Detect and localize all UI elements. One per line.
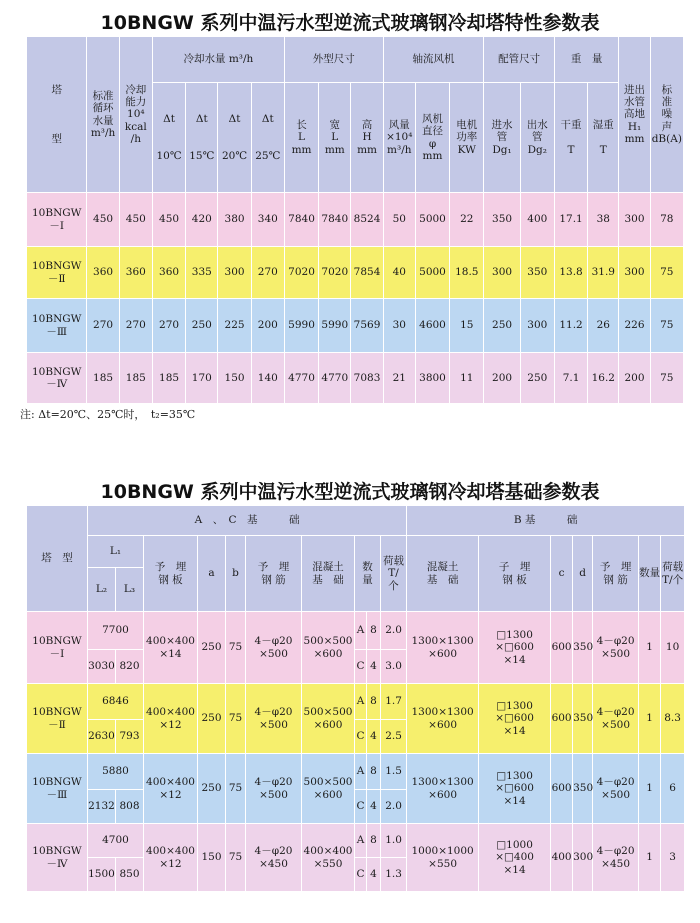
- value-cell: 75: [226, 824, 246, 892]
- value-cell: 250: [520, 353, 554, 404]
- l3-cell: 793: [116, 720, 144, 754]
- l3-cell: 820: [116, 650, 144, 684]
- value-cell: 13.8: [554, 247, 587, 299]
- value-cell: 270: [87, 299, 119, 353]
- load-cell: 1.5: [381, 754, 407, 790]
- l2-cell: 2132: [88, 790, 116, 824]
- value-cell: 40: [383, 247, 415, 299]
- plate-cell: 400×400 ×12: [144, 684, 198, 754]
- value-cell: 10: [661, 612, 685, 684]
- table-row: [27, 612, 685, 650]
- model-header: 塔 型: [27, 506, 88, 612]
- table-row: [27, 299, 684, 353]
- value-cell: 170: [186, 353, 218, 404]
- value-cell: 420: [186, 193, 218, 247]
- value-cell: 75: [226, 612, 246, 684]
- value-cell: 3: [661, 824, 685, 892]
- plate-header: 予 埋 钢 板: [144, 536, 198, 612]
- b-bar-cell: 4－φ20 ×500: [593, 612, 639, 684]
- dry-weight-header: 干重 T: [554, 83, 587, 193]
- c-header: c: [551, 536, 573, 612]
- b-bar-header: 予 埋 钢 筋: [593, 536, 639, 612]
- value-cell: 270: [152, 299, 185, 353]
- dimension-header: 外型尺寸: [284, 37, 383, 83]
- value-cell: 250: [186, 299, 218, 353]
- load-cell: 3.0: [381, 650, 407, 684]
- value-cell: 250: [198, 754, 226, 824]
- inlet-pipe-header: 进水 管 Dg₁: [484, 83, 520, 193]
- value-cell: 226: [619, 299, 650, 353]
- value-cell: 360: [119, 247, 152, 299]
- value-cell: 225: [218, 299, 251, 353]
- value-cell: 300: [484, 247, 520, 299]
- value-cell: 11.2: [554, 299, 587, 353]
- value-cell: 250: [198, 684, 226, 754]
- value-cell: 300: [619, 247, 650, 299]
- l1-cell: 4700: [88, 824, 144, 858]
- bar-cell: 4－φ20 ×450: [246, 824, 302, 892]
- b-load-header: 荷载 T/个: [661, 536, 685, 612]
- concrete-cell: 400×400 ×550: [302, 824, 355, 892]
- load-header: 荷载 T/ 个: [381, 536, 407, 612]
- value-cell: 17.1: [554, 193, 587, 247]
- plate-cell: 400×400 ×12: [144, 824, 198, 892]
- b-plate-cell: □1300 ×□600 ×14: [479, 684, 551, 754]
- table-row: [27, 247, 684, 299]
- value-cell: 350: [573, 684, 593, 754]
- value-cell: 150: [218, 353, 251, 404]
- ac-foundation-header: A 、 C 基 础: [88, 506, 407, 536]
- b-concrete-cell: 1300×1300 ×600: [407, 754, 479, 824]
- value-cell: 18.5: [450, 247, 484, 299]
- plate-cell: 400×400 ×14: [144, 612, 198, 684]
- value-cell: 250: [484, 299, 520, 353]
- value-cell: 200: [251, 299, 284, 353]
- load-cell: 2.5: [381, 720, 407, 754]
- value-cell: 5000: [415, 247, 449, 299]
- value-cell: 30: [383, 299, 415, 353]
- b-concrete-header: 混凝土 基 础: [407, 536, 479, 612]
- model-cell: 10BNGW －Ⅲ: [27, 299, 87, 353]
- value-cell: 1: [639, 612, 661, 684]
- value-cell: 16.2: [588, 353, 619, 404]
- fan-diameter-header: 风机 直径 φ mm: [415, 83, 449, 193]
- type-cell: C: [355, 720, 367, 754]
- concrete-cell: 500×500 ×600: [302, 754, 355, 824]
- value-cell: 8524: [351, 193, 383, 247]
- l1-cell: 6846: [88, 684, 144, 720]
- value-cell: 7020: [284, 247, 318, 299]
- qty-header: 数 量: [355, 536, 381, 612]
- b-bar-cell: 4－φ20 ×450: [593, 824, 639, 892]
- value-cell: 300: [218, 247, 251, 299]
- d-header: d: [573, 536, 593, 612]
- qty-cell: 4: [367, 720, 381, 754]
- b-bar-cell: 4－φ20 ×500: [593, 684, 639, 754]
- load-cell: 1.0: [381, 824, 407, 858]
- dt10-header: Δt 10℃: [152, 83, 185, 193]
- table2-title: 10BNGW 系列中温污水型逆流式玻璃钢冷却塔基础参数表: [100, 481, 600, 503]
- motor-power-header: 电机 功率 KW: [450, 83, 484, 193]
- value-cell: 75: [650, 299, 683, 353]
- value-cell: 31.9: [588, 247, 619, 299]
- value-cell: 7854: [351, 247, 383, 299]
- value-cell: 300: [573, 824, 593, 892]
- value-cell: 380: [218, 193, 251, 247]
- value-cell: 4770: [284, 353, 318, 404]
- value-cell: 4600: [415, 299, 449, 353]
- load-cell: 2.0: [381, 612, 407, 650]
- value-cell: 600: [551, 754, 573, 824]
- value-cell: 7.1: [554, 353, 587, 404]
- value-cell: 8.3: [661, 684, 685, 754]
- b-header: b: [226, 536, 246, 612]
- table1-title: 10BNGW 系列中温污水型逆流式玻璃钢冷却塔特性参数表: [100, 12, 600, 34]
- value-cell: 200: [484, 353, 520, 404]
- a-header: a: [198, 536, 226, 612]
- table-row: [27, 754, 685, 790]
- l1-cell: 5880: [88, 754, 144, 790]
- value-cell: 6: [661, 754, 685, 824]
- value-cell: 360: [87, 247, 119, 299]
- type-cell: C: [355, 650, 367, 684]
- value-cell: 7083: [351, 353, 383, 404]
- value-cell: 26: [588, 299, 619, 353]
- type-cell: C: [355, 858, 367, 892]
- value-cell: 11: [450, 353, 484, 404]
- type-cell: A: [355, 612, 367, 650]
- value-cell: 4770: [319, 353, 351, 404]
- value-cell: 5000: [415, 193, 449, 247]
- l1-cell: 7700: [88, 612, 144, 650]
- value-cell: 185: [87, 353, 119, 404]
- wet-weight-header: 湿重 T: [588, 83, 619, 193]
- model-cell: 10BNGW －Ⅱ: [27, 684, 88, 754]
- type-cell: A: [355, 824, 367, 858]
- value-cell: 185: [152, 353, 185, 404]
- note: 注: Δt=20℃、25℃时， t₂=35℃: [20, 408, 196, 421]
- weight-header: 重 量: [554, 37, 618, 83]
- table-row: [27, 193, 684, 247]
- qty-cell: 8: [367, 684, 381, 720]
- value-cell: 21: [383, 353, 415, 404]
- value-cell: 400: [551, 824, 573, 892]
- qty-cell: 8: [367, 824, 381, 858]
- value-cell: 15: [450, 299, 484, 353]
- b-bar-cell: 4－φ20 ×500: [593, 754, 639, 824]
- width-header: 宽 L mm: [319, 83, 351, 193]
- bar-header: 予 埋 钢 筋: [246, 536, 302, 612]
- b-concrete-cell: 1000×1000 ×550: [407, 824, 479, 892]
- value-cell: 250: [198, 612, 226, 684]
- value-cell: 7840: [284, 193, 318, 247]
- dt15-header: Δt 15℃: [186, 83, 218, 193]
- concrete-header: 混凝土 基 础: [302, 536, 355, 612]
- type-cell: C: [355, 790, 367, 824]
- dt20-header: Δt 20℃: [218, 83, 251, 193]
- value-cell: 75: [650, 353, 683, 404]
- value-cell: 22: [450, 193, 484, 247]
- value-cell: 450: [152, 193, 185, 247]
- std-flow-header: 标准 循环 水量 m³/h: [87, 37, 119, 193]
- value-cell: 350: [484, 193, 520, 247]
- qty-cell: 8: [367, 612, 381, 650]
- value-cell: 340: [251, 193, 284, 247]
- bar-cell: 4－φ20 ×500: [246, 612, 302, 684]
- value-cell: 450: [87, 193, 119, 247]
- b-plate-cell: □1300 ×□600 ×14: [479, 612, 551, 684]
- l2-cell: 2630: [88, 720, 116, 754]
- value-cell: 50: [383, 193, 415, 247]
- characteristics-table: [26, 36, 684, 404]
- qty-cell: 8: [367, 754, 381, 790]
- value-cell: 140: [251, 353, 284, 404]
- value-cell: 200: [619, 353, 650, 404]
- model-header: 塔 型: [27, 37, 87, 193]
- value-cell: 150: [198, 824, 226, 892]
- bar-cell: 4－φ20 ×500: [246, 754, 302, 824]
- concrete-cell: 500×500 ×600: [302, 684, 355, 754]
- value-cell: 185: [119, 353, 152, 404]
- b-plate-cell: □1000 ×□400 ×14: [479, 824, 551, 892]
- model-cell: 10BNGW －Ⅰ: [27, 612, 88, 684]
- value-cell: 38: [588, 193, 619, 247]
- b-plate-header: 子 埋 钢 板: [479, 536, 551, 612]
- b-qty-header: 数量: [639, 536, 661, 612]
- l2-cell: 1500: [88, 858, 116, 892]
- length-header: 长 L mm: [284, 83, 318, 193]
- load-cell: 2.0: [381, 790, 407, 824]
- model-cell: 10BNGW －Ⅳ: [27, 353, 87, 404]
- model-cell: 10BNGW －Ⅰ: [27, 193, 87, 247]
- value-cell: 75: [226, 684, 246, 754]
- value-cell: 270: [251, 247, 284, 299]
- value-cell: 5990: [284, 299, 318, 353]
- qty-cell: 4: [367, 650, 381, 684]
- type-cell: A: [355, 684, 367, 720]
- l2-header: L₂: [88, 568, 116, 612]
- value-cell: 5990: [319, 299, 351, 353]
- value-cell: 1: [639, 824, 661, 892]
- value-cell: 78: [650, 193, 683, 247]
- value-cell: 400: [520, 193, 554, 247]
- l3-header: L₃: [116, 568, 144, 612]
- value-cell: 300: [619, 193, 650, 247]
- value-cell: 350: [520, 247, 554, 299]
- table-row: [27, 353, 684, 404]
- l1-header: L₁: [88, 536, 144, 568]
- pipe-header: 配管尺寸: [484, 37, 555, 83]
- value-cell: 350: [573, 754, 593, 824]
- table-row: [27, 824, 685, 858]
- fan-header: 轴流风机: [383, 37, 484, 83]
- value-cell: 350: [573, 612, 593, 684]
- model-cell: 10BNGW －Ⅲ: [27, 754, 88, 824]
- b-foundation-header: B 基 础: [407, 506, 685, 536]
- cooling-flow-header: 冷却水量 m³/h: [152, 37, 284, 83]
- height-dim-header: 高 H mm: [351, 83, 383, 193]
- load-cell: 1.7: [381, 684, 407, 720]
- value-cell: 7840: [319, 193, 351, 247]
- value-cell: 3800: [415, 353, 449, 404]
- l3-cell: 808: [116, 790, 144, 824]
- qty-cell: 4: [367, 790, 381, 824]
- b-plate-cell: □1300 ×□600 ×14: [479, 754, 551, 824]
- type-cell: A: [355, 754, 367, 790]
- airflow-header: 风量 ×10⁴ m³/h: [383, 83, 415, 193]
- b-concrete-cell: 1300×1300 ×600: [407, 684, 479, 754]
- bar-cell: 4－φ20 ×500: [246, 684, 302, 754]
- value-cell: 75: [650, 247, 683, 299]
- dt25-header: Δt 25℃: [251, 83, 284, 193]
- table-row: [27, 684, 685, 720]
- noise-header: 标 准 噪 声 dB(A): [650, 37, 683, 193]
- outlet-pipe-header: 出水 管 Dg₂: [520, 83, 554, 193]
- value-cell: 450: [119, 193, 152, 247]
- value-cell: 600: [551, 612, 573, 684]
- value-cell: 7569: [351, 299, 383, 353]
- value-cell: 7020: [319, 247, 351, 299]
- qty-cell: 4: [367, 858, 381, 892]
- b-concrete-cell: 1300×1300 ×600: [407, 612, 479, 684]
- value-cell: 600: [551, 684, 573, 754]
- model-cell: 10BNGW －Ⅳ: [27, 824, 88, 892]
- value-cell: 270: [119, 299, 152, 353]
- load-cell: 1.3: [381, 858, 407, 892]
- plate-cell: 400×400 ×12: [144, 754, 198, 824]
- value-cell: 335: [186, 247, 218, 299]
- concrete-cell: 500×500 ×600: [302, 612, 355, 684]
- value-cell: 1: [639, 684, 661, 754]
- value-cell: 360: [152, 247, 185, 299]
- l3-cell: 850: [116, 858, 144, 892]
- capacity-header: 冷却 能力 10⁴ kcal /h: [119, 37, 152, 193]
- foundation-table: [26, 505, 685, 892]
- value-cell: 300: [520, 299, 554, 353]
- height-header: 进出 水管 高地 H₁ mm: [619, 37, 650, 193]
- l2-cell: 3030: [88, 650, 116, 684]
- model-cell: 10BNGW －Ⅱ: [27, 247, 87, 299]
- value-cell: 75: [226, 754, 246, 824]
- value-cell: 1: [639, 754, 661, 824]
